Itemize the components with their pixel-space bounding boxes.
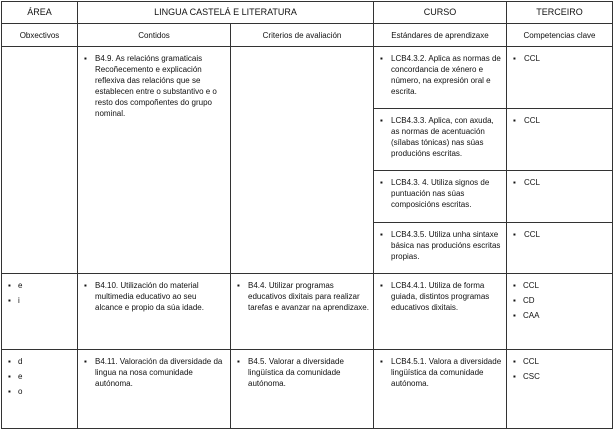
level-header: TERCEIRO [507,2,613,24]
competence-item: ▪ CCL [513,177,608,188]
objective-item: ▪ o [8,386,73,397]
standard-item: ▪ LCB4.3.5. Utiliza unha sintaxe básica nas producións escritas propias. [380,229,502,262]
contents-cell [78,349,231,428]
course-header: CURSO [374,2,507,24]
curriculum-table [1,1,613,429]
criteria-column-header: Criterios de avaliación [231,23,374,47]
standard-cell [374,47,507,109]
contents-column-header: Contidos [78,23,231,47]
objectives-cell [2,274,78,349]
standard-cell [374,109,507,171]
standard-cell [374,171,507,223]
standard-cell [374,274,507,349]
competence-item: ▪ CAA [513,310,608,321]
contents-cell [78,47,231,274]
objective-item: ▪ i [8,295,73,306]
competence-item: ▪ CSC [513,371,608,382]
objectives-column-header: Obxectivos [2,23,78,47]
table-row [2,274,613,349]
competences-cell [507,349,613,428]
standard-item: ▪ LCB4.3.3. Aplica, con axuda, as normas de acentuación (sílabas tónicas) nas súas producións escritas. [380,115,502,159]
subject-header: LINGUA CASTELÁ E LITERATURA [78,2,374,24]
criteria-cell [231,349,374,428]
standards-column-header: Estándares de aprendizaxe [374,23,507,47]
objective-item: ▪ e [8,371,73,382]
competence-item: ▪ CCL [513,229,608,240]
competences-column-header: Competencias clave [507,23,613,47]
competences-cell [507,47,613,109]
standard-item: ▪ LCB4.3. 4. Utiliza signos de puntuación nas súas composicións escritas. [380,177,502,210]
objective-item: ▪ d [8,356,73,367]
criteria-cell [231,274,374,349]
objectives-cell [2,47,78,274]
area-header: ÁREA [2,2,78,24]
competences-cell [507,109,613,171]
competence-item: ▪ CCL [513,53,608,64]
objectives-cell [2,349,78,428]
competence-item: ▪ CCL [513,356,608,367]
criterion-item: ▪ B4.4. Utilizar programas educativos dixitais para realizar tarefas e avanzar na aprendizaxe. [237,280,369,313]
header-row [2,2,613,24]
table-row [2,349,613,428]
criteria-cell [231,47,374,274]
content-item: ▪ B4.9. As relacións gramaticais Recoñecemento e explicación reflexiva das relacións que se establecen entre o substantivo e o resto dos compoñentes do grupo nominal. [84,53,226,119]
competences-cell [507,171,613,223]
competence-item: ▪ CD [513,295,608,306]
competence-item: ▪ CCL [513,280,608,291]
standard-item: ▪ LCB4.5.1. Valora a diversidade lingüística da comunidade autónoma. [380,356,502,389]
competences-cell [507,274,613,349]
content-item: ▪ B4.11. Valoración da diversidade da lingua na nosa comunidade autónoma. [84,356,226,389]
competences-cell [507,222,613,274]
standard-cell [374,222,507,274]
column-header-row [2,23,613,47]
standard-item: ▪ LCB4.4.1. Utiliza de forma guiada, distintos programas educativos dixitais. [380,280,502,313]
standard-cell [374,349,507,428]
competence-item: ▪ CCL [513,115,608,126]
table-row [2,47,613,109]
objective-item: ▪ e [8,280,73,291]
standard-item: ▪ LCB4.3.2. Aplica as normas de concordancia de xénero e número, na expresión oral e escrita. [380,53,502,97]
content-item: ▪ B4.10. Utilización do material multimedia educativo ao seu alcance e propio da súa idade. [84,280,226,313]
criterion-item: ▪ B4.5. Valorar a diversidade lingüística da comunidade autónoma. [237,356,369,389]
contents-cell [78,274,231,349]
